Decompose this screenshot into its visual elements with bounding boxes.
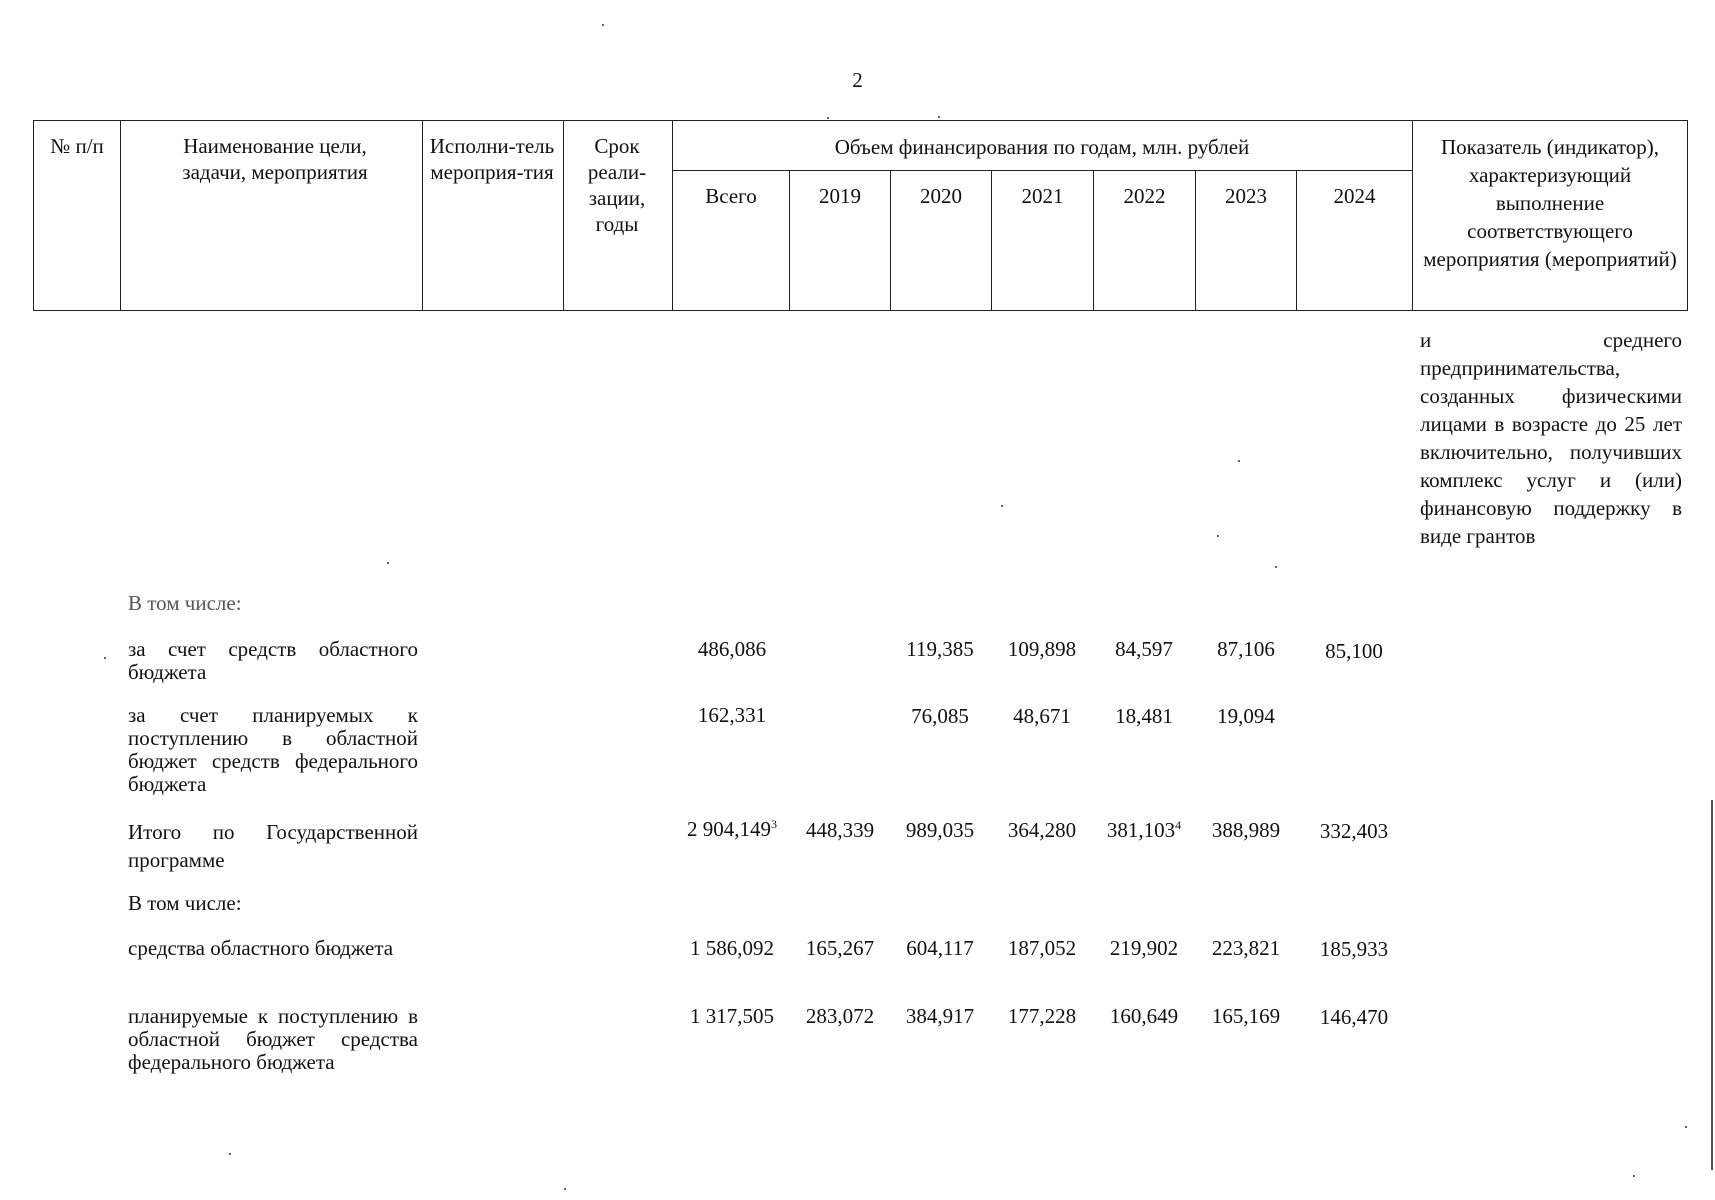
header-col-2023: 2023: [1225, 184, 1267, 208]
cell-2021: 109,898: [1007, 637, 1077, 661]
cell-2023: 87,106: [1217, 637, 1275, 661]
indicator-continuation: и среднего предпринимательства, созданных физическими лицами в возрасте до 25 лет включительно, получивших комплекс услуг и (или) финансовую поддержку в виде грантов: [1420, 328, 1682, 548]
cell-2022: 219,902: [1109, 936, 1179, 960]
cell-2020: 384,917: [905, 1004, 975, 1028]
cell-2019: 165,267: [805, 936, 875, 960]
header-col-number: № п/п: [50, 134, 104, 158]
cell-2022: 84,597: [1115, 637, 1173, 661]
header-col-funding: Объем финансирования по годам, млн. рублей: [834, 135, 1250, 159]
row-label: Итого по Государственной программе: [128, 820, 418, 872]
header-funding-divider: [672, 170, 1412, 171]
header-col-2024: 2024: [1333, 184, 1376, 208]
cell-2019: 448,339: [805, 818, 875, 842]
cell-total: 1 317,505: [690, 1004, 774, 1028]
cell-2023: 223,821: [1211, 936, 1281, 960]
cell-2020: 604,117: [906, 936, 974, 960]
header-col-total: Всего: [705, 184, 757, 208]
cell-2024: 332,403: [1319, 819, 1389, 843]
header-col-term: Срок реали-зации, годы: [587, 134, 647, 236]
cell-2021: 177,228: [1007, 1004, 1077, 1028]
cell-2024: 185,933: [1319, 937, 1389, 961]
cell-2020: 119,385: [906, 637, 974, 661]
cell-2022: 160,649: [1109, 1004, 1179, 1028]
row-label: средства областного бюджета: [128, 936, 394, 960]
row-label: планируемые к поступлению в областной бюджет средства федерального бюджета: [128, 1004, 418, 1074]
cell-total: 486,086: [697, 637, 767, 661]
cell-total: 2 904,149$^3$: [687, 817, 777, 841]
header-col-2020: 2020: [920, 184, 962, 208]
cell-2024: 146,470: [1319, 1005, 1389, 1029]
cell-total: 1 586,092: [690, 936, 774, 960]
cell-2021: 364,280: [1007, 818, 1077, 842]
cell-2022: 18,481: [1115, 704, 1173, 728]
cell-2022: 381,103$^4$: [1106, 818, 1182, 842]
header-col-executor: Исполни-тель мероприя-тия: [429, 134, 555, 184]
cell-total: 162,331: [697, 703, 767, 727]
cell-2023: 165,169: [1211, 1004, 1281, 1028]
cell-2024: 85,100: [1325, 639, 1383, 663]
header-col-indicator: Показатель (индикатор), характеризующий выполнение соответствующего мероприятия (мероприятий): [1423, 135, 1677, 271]
cell-2020: 76,085: [911, 704, 969, 728]
header-col-2022: 2022: [1123, 184, 1166, 208]
page-number: 2: [852, 68, 863, 92]
header-bottom-border: [33, 310, 1687, 311]
row-label: за счет средств областного бюджета: [128, 637, 418, 684]
cell-2020: 989,035: [905, 818, 975, 842]
row-label-including-1: В том числе:: [128, 591, 242, 615]
header-col-2021: 2021: [1021, 184, 1064, 208]
cell-2023: 388,989: [1211, 818, 1281, 842]
row-label-including-2: В том числе:: [128, 891, 242, 915]
header-top-border: [33, 120, 1687, 121]
cell-2019: 283,072: [805, 1004, 875, 1028]
row-label: за счет планируемых к поступлению в областной бюджет средств федерального бюджета: [128, 703, 418, 796]
cell-2021: 187,052: [1007, 936, 1077, 960]
cell-2023: 19,094: [1217, 704, 1275, 728]
cell-2021: 48,671: [1013, 704, 1071, 728]
header-col-2019: 2019: [819, 184, 861, 208]
header-col-name: Наименование цели, задачи, мероприятия: [182, 134, 368, 184]
